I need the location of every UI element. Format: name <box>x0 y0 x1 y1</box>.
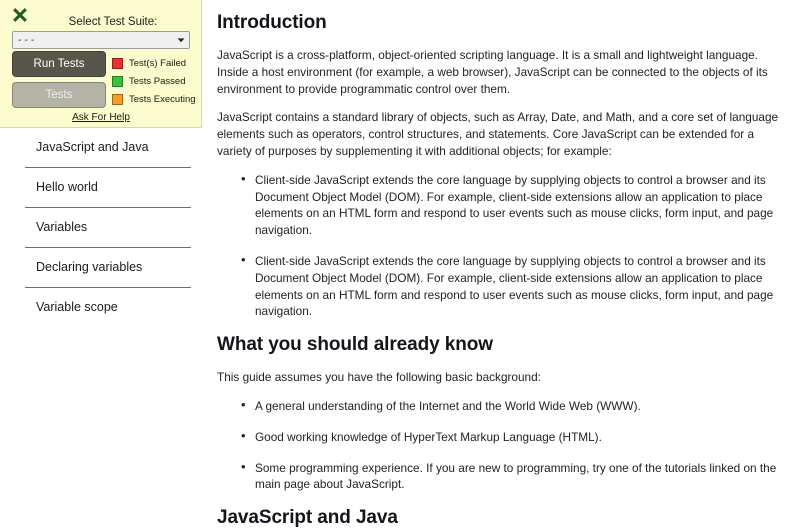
legend-label-executing: Tests Executing <box>129 94 196 105</box>
list-item: • Some programming experience. If you are new to programming, try one of the tutorials linked on the main page about JavaScript. <box>255 460 787 494</box>
list-item: • Good working knowledge of HyperText Markup Language (HTML). <box>255 429 787 446</box>
list-item: • Client-side JavaScript extends the core language by supplying objects to control a browser and its Document Object Model (DOM). For example, client-side extensions allow an application to place elements on an HTML form and respond to user events such as mouse clicks, form input, and page navigation. <box>255 253 787 320</box>
legend-label-failed: Test(s) Failed <box>129 58 187 69</box>
ask-for-help-link[interactable]: Ask For Help <box>72 112 130 123</box>
list-item: • Client-side JavaScript extends the core language by supplying objects to control a browser and its Document Object Model (DOM). For example, client-side extensions allow an application to place elements on an HTML form and respond to user events such as mouse clicks, form input, and page navigation. <box>255 172 787 239</box>
tests-button[interactable]: Tests <box>12 82 106 108</box>
paragraph-intro-1: JavaScript is a cross-platform, object-oriented scripting language. It is a small and lightweight language. Inside a host environment (for example, a web browser), JavaScript can be connected to the objects of its environment to provide programmatic control over them. <box>217 48 768 96</box>
legend-item-failed <box>112 56 196 71</box>
test-suite-select[interactable] <box>12 31 190 49</box>
legend-swatch-failed <box>112 58 123 69</box>
heading-javascript-and-java: JavaScript and Java <box>217 507 398 529</box>
legend-item-executing <box>112 92 196 107</box>
run-tests-button[interactable]: Run Tests <box>12 51 106 77</box>
list-background-requirements <box>217 398 787 493</box>
sidebar-item-declaring-variables[interactable]: Declaring variables <box>36 260 143 274</box>
paragraph-background: This guide assumes you have the following basic background: <box>217 370 541 385</box>
sidebar-item-hello-world[interactable]: Hello world <box>36 180 98 194</box>
sidebar-item-variable-scope[interactable]: Variable scope <box>36 300 118 314</box>
test-status-legend <box>112 56 196 110</box>
select-test-suite-label: Select Test Suite: <box>68 16 158 28</box>
heading-introduction: Introduction <box>217 12 327 33</box>
test-runner-panel <box>0 0 202 128</box>
sidebar-item-variables[interactable]: Variables <box>36 220 88 234</box>
legend-label-passed: Tests Passed <box>129 76 186 87</box>
sidebar-nav <box>0 128 210 327</box>
heading-what-you-should-already-know: What you should already know <box>217 334 493 356</box>
sidebar-item-javascript-and-java[interactable]: JavaScript and Java <box>36 140 149 154</box>
legend-swatch-passed <box>112 76 123 87</box>
main-content <box>217 0 787 529</box>
left-column <box>0 0 210 450</box>
list-item: • A general understanding of the Internet and the World Wide Web (WWW). <box>255 398 787 415</box>
legend-item-passed <box>112 74 196 89</box>
paragraph-intro-2: JavaScript contains a standard library of objects, such as Array, Date, and Math, and a core set of language elements such as operators, control structures, and statements. Core JavaScript can be extended for a variety of purposes by supplementing it with additional objects; for example: <box>217 110 779 158</box>
legend-swatch-executing <box>112 94 123 105</box>
list-client-side-features <box>217 172 787 320</box>
